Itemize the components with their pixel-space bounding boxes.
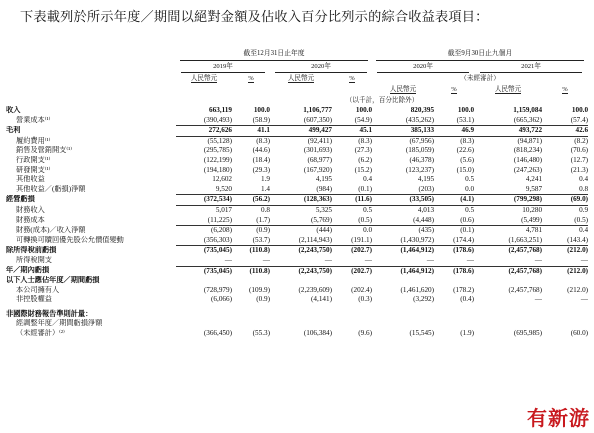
percent-cell: (29.3) [252, 165, 270, 174]
table-row [6, 236, 588, 246]
percent-cell: (56.2) [232, 195, 270, 206]
percent-cell: (6.2) [358, 155, 373, 164]
percent-cell: (4.1) [434, 195, 474, 206]
unit-note: （以千計，百分比除外） [345, 97, 419, 104]
percent-cell: (202.7) [332, 246, 372, 256]
row-label: 營業成本⁽¹⁾ [16, 115, 51, 124]
percent-cell: (15.0) [456, 165, 475, 174]
percent-cell: (0.1) [358, 184, 373, 193]
row-label: 經調整年度／期間虧損淨額 [16, 319, 103, 328]
amount-cell: (607,350) [303, 115, 332, 124]
percent-cell: (0.3) [358, 295, 373, 304]
percent-cell [434, 276, 474, 286]
amount-cell: (122,199) [203, 155, 232, 164]
table-row [6, 226, 588, 236]
percent-cell: 46.9 [434, 126, 474, 137]
percent-cell: 45.1 [332, 126, 372, 137]
row-label: 非控股權益 [16, 295, 52, 304]
percent-cell: (0.9) [232, 226, 270, 236]
percent-cell: (212.0) [542, 266, 588, 276]
percent-cell: 0.4 [542, 226, 588, 236]
percent-cell [542, 276, 588, 286]
table-row [6, 256, 588, 266]
amount-cell: (6,066) [211, 295, 232, 304]
percent-cell: (8.3) [332, 136, 372, 146]
percent-cell: 100.0 [457, 106, 475, 114]
amount-cell: (106,384) [303, 329, 332, 338]
amount-cell: (3,292) [413, 295, 435, 304]
percent-cell: (22.6) [456, 146, 475, 155]
percent-cell: (110.8) [232, 246, 270, 256]
amount-cell: (444) [270, 226, 332, 236]
amount-cell: 5,017 [176, 205, 232, 215]
table-row [6, 305, 588, 320]
unit-rmb: 人民幣元 [287, 75, 315, 82]
table-row [6, 116, 588, 126]
amount-cell: 9,587 [525, 184, 543, 193]
amount-cell: (68,977) [307, 155, 332, 164]
amount-cell: (92,411) [270, 136, 332, 146]
percent-cell: (8.3) [434, 136, 474, 146]
year-header-2020: 2020年 [270, 61, 372, 73]
amount-cell: 493,722 [474, 126, 542, 137]
period-header-2021: 2021年 [474, 61, 588, 73]
percent-cell: (178.2) [453, 285, 475, 294]
amount-cell: (366,450) [203, 329, 232, 338]
amount-cell [270, 276, 332, 286]
table-row [6, 295, 588, 305]
table-row [6, 126, 588, 137]
percent-cell: (53.7) [252, 235, 270, 244]
row-label: 履約費用⁽¹⁾ [16, 136, 51, 145]
row-label: 除所得稅前虧損 [6, 246, 57, 255]
unit-rmb: 人民幣元 [389, 86, 417, 93]
amount-cell: (194,180) [203, 165, 232, 174]
row-label: 所得稅開支 [16, 256, 52, 265]
percent-cell: (57.4) [570, 115, 589, 124]
percent-cell: (15.2) [354, 165, 373, 174]
unit-rmb: 人民幣元 [190, 75, 218, 82]
amount-cell: (146,480) [513, 155, 543, 164]
amount-cell: (67,956) [372, 136, 434, 146]
amount-cell [372, 276, 434, 286]
amount-cell: (435,262) [405, 115, 435, 124]
amount-cell: (185,059) [405, 146, 435, 155]
percent-cell: (212.0) [567, 285, 589, 294]
table-row [6, 146, 588, 156]
amount-cell: (735,045) [176, 246, 232, 256]
percent-cell: (54.9) [354, 115, 373, 124]
amount-cell: (301,693) [303, 146, 332, 155]
amount-cell: (5,769) [311, 215, 332, 224]
year-end-period-header: 截至12月31日止年度 [176, 48, 372, 61]
amount-cell: (735,045) [176, 266, 232, 276]
amount-cell: (11,225) [207, 215, 232, 224]
amount-cell: (799,298) [474, 195, 542, 206]
percent-cell: 0.8 [232, 205, 270, 215]
percent-cell [542, 319, 588, 329]
amount-cell: (4,141) [311, 295, 332, 304]
amount-cell: (2,243,750) [270, 266, 332, 276]
row-label: 行政開支⁽¹⁾ [16, 155, 51, 164]
percent-cell: 100.0 [571, 106, 589, 114]
percent-cell: — [580, 295, 589, 304]
percent-cell: (69.0) [542, 195, 588, 206]
percent-cell: (0.5) [574, 215, 589, 224]
percent-cell: (60.0) [570, 329, 589, 338]
amount-cell [270, 319, 332, 329]
row-label: 以下人士應佔年度／期間虧損 [6, 276, 100, 285]
amount-cell: 499,427 [270, 126, 332, 137]
amount-cell: 663,119 [209, 106, 232, 114]
amount-cell: (2,239,609) [298, 285, 332, 294]
amount-cell: — [534, 295, 543, 304]
amount-cell: (295,785) [203, 146, 232, 155]
table-row [6, 166, 588, 176]
nine-month-period-header: 截至9月30日止九個月 [372, 48, 588, 61]
unit-pct: % [562, 86, 568, 93]
percent-cell: 0.4 [579, 175, 589, 184]
percent-cell: (1.7) [256, 215, 270, 224]
percent-cell: 41.1 [232, 126, 270, 137]
amount-cell [176, 305, 232, 320]
percent-cell: 0.5 [434, 205, 474, 215]
amount-cell: (94,871) [474, 136, 542, 146]
amount-cell: (33,505) [372, 195, 434, 206]
percent-cell: (0.1) [434, 226, 474, 236]
row-label: 可轉換可贖回優先股公允價值變動 [16, 235, 124, 244]
row-label: 非國際財務報告準則計量： [6, 309, 93, 318]
amount-cell [474, 276, 542, 286]
amount-cell: (695,985) [513, 329, 543, 338]
amount-cell: (15,545) [409, 329, 435, 338]
percent-cell: 0.5 [332, 205, 372, 215]
amount-cell [372, 319, 434, 329]
percent-cell: 100.0 [355, 106, 373, 114]
amount-cell: (6,208) [176, 226, 232, 236]
percent-cell [332, 276, 372, 286]
percent-cell: — [466, 255, 475, 264]
table-row [6, 185, 588, 195]
percent-cell: (109.9) [249, 285, 270, 294]
amount-cell: — [224, 255, 232, 264]
amount-cell: (1,430,972) [400, 235, 435, 244]
percent-cell: 1.9 [261, 175, 270, 184]
percent-cell: 1.4 [261, 184, 270, 193]
intro-text: 下表載列於所示年度／期間以絕對金額及佔收入百分比列示的綜合收益表項目： [20, 10, 489, 25]
percent-cell: (11.6) [332, 195, 372, 206]
unit-pct: % [248, 75, 254, 82]
period-header-2020: 2020年 [372, 61, 474, 73]
amount-cell: (203) [418, 184, 435, 193]
unit-pct: % [349, 75, 355, 82]
table-row [6, 136, 588, 146]
amount-cell [474, 319, 542, 329]
amount-cell: (2,243,750) [270, 246, 332, 256]
table-row [6, 195, 588, 206]
amount-cell: (5,499) [521, 215, 543, 224]
amount-cell: (435) [372, 226, 434, 236]
percent-cell [332, 305, 372, 320]
amount-cell [176, 319, 232, 329]
percent-cell: 0.8 [579, 184, 589, 193]
unit-pct: % [451, 86, 457, 93]
percent-cell [232, 305, 270, 320]
row-label: 經營虧損 [6, 195, 35, 204]
percent-cell: (21.3) [570, 165, 589, 174]
unit-rmb: 人民幣元 [494, 86, 522, 93]
percent-cell [434, 305, 474, 320]
row-label: 毛利 [6, 126, 21, 135]
percent-cell: (0.6) [460, 215, 475, 224]
table-row [6, 205, 588, 215]
percent-cell: (44.6) [252, 146, 270, 155]
row-label: 其他收益／(虧損)淨額 [16, 185, 86, 193]
row-label: 年／期內虧損 [6, 266, 50, 275]
percent-cell: 100.0 [253, 106, 270, 114]
row-label: 研發開支⁽¹⁾ [16, 165, 51, 174]
percent-cell: (0.5) [358, 215, 373, 224]
percent-cell: 0.0 [332, 226, 372, 236]
percent-cell [434, 319, 474, 329]
amount-cell [474, 305, 542, 320]
amount-cell: (818,234) [513, 146, 543, 155]
amount-cell: 272,626 [176, 126, 232, 137]
amount-cell: 4,013 [372, 205, 434, 215]
percent-cell: — [364, 255, 373, 264]
income-statement-table [6, 48, 588, 339]
amount-cell: 12,602 [212, 175, 232, 184]
amount-cell: (2,114,943) [298, 235, 332, 244]
amount-cell: 4,241 [525, 175, 543, 184]
row-label: 其他收益 [16, 175, 45, 184]
amount-cell: (46,378) [409, 155, 435, 164]
amount-cell: (390,493) [203, 115, 232, 124]
percent-cell: 0.4 [363, 175, 373, 184]
percent-cell: — [580, 255, 589, 264]
percent-cell [332, 319, 372, 329]
percent-cell: (178.6) [434, 246, 474, 256]
percent-cell: (55.3) [252, 329, 270, 338]
year-header-2019: 2019年 [176, 61, 270, 73]
percent-cell: (70.6) [570, 146, 589, 155]
unaudited-label: （未經審計） [460, 75, 500, 82]
percent-cell: (8.3) [232, 136, 270, 146]
percent-cell: (27.3) [354, 146, 373, 155]
amount-cell: (123,237) [405, 165, 435, 174]
amount-cell: (55,128) [176, 136, 232, 146]
percent-cell: (178.6) [434, 266, 474, 276]
amount-cell: 1,159,084 [513, 106, 543, 114]
amount-cell: (2,457,768) [474, 246, 542, 256]
percent-cell: (18.4) [252, 155, 270, 164]
percent-cell: (191.1) [351, 235, 373, 244]
percent-cell: (212.0) [542, 246, 588, 256]
watermark-logo: 有新游 [527, 406, 590, 430]
amount-cell: 4,781 [474, 226, 542, 236]
percent-cell: (8.2) [542, 136, 588, 146]
amount-cell: (665,362) [513, 115, 543, 124]
percent-cell: (12.7) [570, 155, 589, 164]
amount-cell: (1,663,251) [508, 235, 543, 244]
percent-cell: (0.9) [256, 295, 270, 304]
amount-cell: (2,457,768) [474, 266, 542, 276]
row-label: 收入 [6, 106, 21, 114]
row-label: 財務成本 [16, 215, 45, 224]
amount-cell: (1,461,620) [400, 285, 435, 294]
amount-cell: (372,534) [176, 195, 232, 206]
amount-cell: 4,195 [417, 175, 435, 184]
amount-cell: (1,464,912) [372, 266, 434, 276]
table-row [6, 175, 588, 185]
amount-cell: (247,263) [513, 165, 543, 174]
percent-cell: (1.9) [460, 329, 475, 338]
row-label: 財務(成本)／收入淨額 [16, 225, 86, 234]
amount-cell [270, 305, 332, 320]
table-row [6, 156, 588, 166]
percent-cell: (9.6) [358, 329, 373, 338]
amount-cell: — [324, 255, 332, 264]
amount-cell: 1,106,777 [303, 106, 332, 114]
percent-cell: (202.7) [332, 266, 372, 276]
percent-cell: (53.1) [456, 115, 475, 124]
percent-cell: (174.4) [453, 235, 475, 244]
amount-cell: 9,520 [215, 184, 232, 193]
table-row [6, 216, 588, 226]
amount-cell: (984) [316, 184, 332, 193]
percent-cell: (110.8) [232, 266, 270, 276]
amount-cell: 820,395 [410, 106, 435, 114]
row-label: 銷售及營銷開支⁽¹⁾ [16, 146, 72, 155]
percent-cell: 42.6 [542, 126, 588, 137]
amount-cell: (4,448) [413, 215, 435, 224]
amount-cell: 4,195 [315, 175, 332, 184]
amount-cell: 385,133 [372, 126, 434, 137]
percent-cell: (143.4) [567, 235, 589, 244]
percent-cell: (5.6) [460, 155, 475, 164]
table-row [6, 276, 588, 286]
table-row [6, 106, 588, 116]
percent-cell: (202.4) [351, 285, 373, 294]
table-row [6, 266, 588, 276]
table-row [6, 329, 588, 339]
table-row [6, 246, 588, 256]
amount-cell [176, 276, 232, 286]
percent-cell [232, 319, 270, 329]
amount-cell: (167,920) [303, 165, 332, 174]
row-label: （未經審計）⁽²⁾ [16, 329, 65, 338]
amount-cell: — [534, 255, 543, 264]
table-row [6, 286, 588, 296]
amount-cell: (728,979) [203, 285, 232, 294]
amount-cell: (128,363) [270, 195, 332, 206]
row-label: 本公司擁有人 [16, 285, 60, 294]
percent-cell: 0.9 [542, 205, 588, 215]
amount-cell: (356,303) [203, 235, 232, 244]
percent-cell: 0.5 [465, 175, 475, 184]
percent-cell: 0.0 [465, 184, 475, 193]
amount-cell: 5,325 [270, 205, 332, 215]
amount-cell: (2,457,768) [508, 285, 543, 294]
percent-cell [232, 276, 270, 286]
amount-cell: 10,280 [474, 205, 542, 215]
amount-cell [372, 305, 434, 320]
table-row [6, 319, 588, 329]
percent-cell [542, 305, 588, 320]
row-label: 財務收入 [16, 205, 45, 214]
amount-cell: (1,464,912) [372, 246, 434, 256]
percent-cell: — [262, 255, 270, 264]
percent-cell: (0.4) [460, 295, 475, 304]
amount-cell: — [426, 255, 435, 264]
percent-cell: (58.9) [252, 115, 270, 124]
